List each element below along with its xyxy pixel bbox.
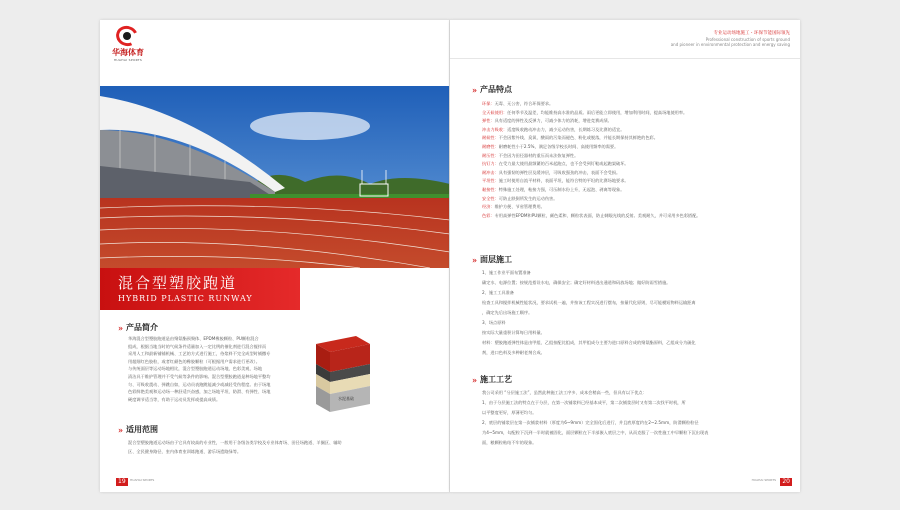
- list-item: 耐冲击：具有强韧的弹性层及缓冲层，可吸收强劲的冲击，表面不会受损。: [482, 169, 621, 175]
- logo-icon: [114, 26, 142, 48]
- title-band: [100, 268, 300, 310]
- list-item: 耐磨性：耐磨耗性小于2.5%，满足各级学校长时间、高使用频率的需要。: [482, 143, 619, 149]
- list-item: 抗钉力：在受力最大使用最频繁的百米起跑点，也不会受到钉鞋或起跑架破坏。: [482, 161, 629, 167]
- stadium-photo: [100, 86, 450, 268]
- sample-label: 水泥基础: [338, 396, 354, 401]
- tagline-en-1: Professional construction of sports ground: [705, 37, 790, 42]
- tagline-en-2: and pioneer in environmental protection and energy saving: [670, 42, 790, 47]
- intro-text: 华海混合型塑胶跑道是由聚氨酯预聚体、EPDM橡胶颗粒、PU颗粒混合 组成，根据当地当时的气候条件适量加入一定比例的催化剂进行混合搅拌而 采用人工和最新铺铺机械、工艺的方式进行施工，待浆料不完全成型时铺撒专 用超细红色胶粒，或者红颜色的橡胶颗粒（可根据用户需求进行更改）。 与传统面层等运动场地相比，混合型塑胶跑道运动场地，色彩美观、场地 清洁具于维护管理并不受气候等条件的影响。混合型塑胶跑道是种场地平整均 匀、可吸收震动、弹跳自如，运动员表跑跳能减少或减轻受伤程度。由于场地 色彩鲜艳美观和运动场一种舒适兴奋感，加之场地平坦、防滑、有弹性、场地 硬度调节适当等，有助于运动员发挥或提高成绩。: [128, 336, 271, 402]
- material-layer-sample: [312, 330, 372, 414]
- features-heading: » 产品特点: [472, 84, 512, 95]
- list-item: 弹性：具有适度的弹性及反弹力，可减少体力的消耗，增进竞赛成绩。: [482, 118, 612, 124]
- list-item: 色彩：专用高弹性EPDM和PU颗粒，颜色柔和、颗粒状表面，防止刺眼光线的反射。美观耐久，并可采用多色彩搭配。: [482, 212, 701, 218]
- list-item: 冲击力吸收：适度吸收跑动冲击力，减少运动伤害，长期练习及比赛的适宜。: [482, 126, 625, 132]
- page-number: 19: [118, 478, 126, 485]
- list-item: 平坦性：施工时使用自流平材料，表面平坦，能符合特的平坦的比赛场地要求。: [482, 178, 629, 184]
- features-list: [482, 100, 787, 220]
- title-cn: 混合型塑胶跑道: [118, 274, 238, 292]
- list-item: 全天候使用：任何季节及温差，均能维持高水准的品质。雨后更能立即使用，增加利用时间，提高场地使用率。: [482, 109, 688, 115]
- scope-heading: » 适用范围: [118, 424, 158, 435]
- right-page: [450, 20, 800, 492]
- left-page: [100, 20, 450, 492]
- double-chevron-icon: »: [472, 374, 477, 385]
- list-item: 耐压性：不会因为田径器材的重压而未法恢复弹性。: [482, 152, 579, 158]
- scope-text: 混合型塑胶跑道运动场由于它具有较高的专业性，一般用于各级各类学校及专业体育场、田径场跑道、羊圈区、辅助 区、全民健身路径、室内体育室训练跑道、游乐场遗路绿等。: [128, 440, 342, 454]
- tagline-cn: 专业运动场地施工・环保节能国际领先: [713, 31, 790, 36]
- logo-cn: 华海体育: [112, 48, 144, 57]
- process-heading: » 施工工艺: [472, 374, 512, 385]
- surface-text: 1、施工作业平面布置准备 确定水、电源位置；按规范搭设水电，确保安全；确定好材料进出通道和码放场地；做好防雨雪措施。 2、施工工具准备 检查工具和搅拌机械性能状况，要求试机一遍，并按该工程实况进行摆布，按量代化原则，尽可能模短物料运输距离 ，确定先后出场施工顺序。 3、场点原料 按实际大量重积计算每日用料量。 材料：塑胶跑道弹性体是由甲组、乙组按配比组成，其甲组成分主要为进口原料合成的聚氨酯原料，乙组成分为硫化 剂，进口色料及多种耐老剂合成。: [482, 270, 696, 355]
- double-chevron-icon: »: [118, 322, 123, 333]
- list-item: 经济：维护方便、节省管理费用。: [482, 204, 545, 210]
- double-chevron-icon: »: [472, 254, 477, 265]
- double-chevron-icon: »: [472, 84, 477, 95]
- footer-text: HUAHAI SPORTS: [130, 478, 155, 482]
- logo: [110, 26, 146, 62]
- intro-heading: » 产品简介: [118, 322, 158, 333]
- page-number: 20: [782, 478, 790, 485]
- list-item: 安全性：可防止跌倒所发生的运动伤害。: [482, 195, 558, 201]
- top-rule: [450, 58, 800, 59]
- footer-text: HUAHAI SPORTS: [751, 478, 776, 482]
- process-text: 我公司采用 “分层施工法”，虽然此种施工法工序多、成本会稍高一些，但具有以下优点： 1、由于分层施工法的特点在于分层，在第一次铺浆料已经基本成平，第二次铺浆层时又有第二次找平时机，所 以平整度更好，厚薄更均匀。 2、底层的铺浆层在第一次铺浆材料（厚度为6~9mm）完全固化后进行，并且底厚度约在2~2.5mm，防滑颗粒粒径 为4~5mm，勾配粒下沉到一半时就被固化，面层颗粒在下半部嵌入底层之中，从而克服了一次性施工中早颗粒下沉出现表 面，粮颗粒粘结不牢的现象。: [482, 390, 709, 445]
- logo-en: HUAHAI SPORTS: [113, 58, 143, 62]
- title-en: HYBRID PLASTIC RUNWAY: [118, 294, 253, 303]
- list-item: 耐候性：不会因紫外线、臭氧、酸雨的污染而褪色、粉化或脱落，并能长期保持其鲜艳的色彩。: [482, 135, 658, 141]
- list-item: 环保：无毒、无公害，符合环保要求。: [482, 101, 554, 106]
- tagline: [671, 30, 790, 47]
- list-item: 黏接性：特殊施工处理，粘接力强，可压制水份上升，无起泡、剥离等现象。: [482, 186, 625, 192]
- double-chevron-icon: »: [118, 424, 123, 435]
- surface-heading: » 面层施工: [472, 254, 512, 265]
